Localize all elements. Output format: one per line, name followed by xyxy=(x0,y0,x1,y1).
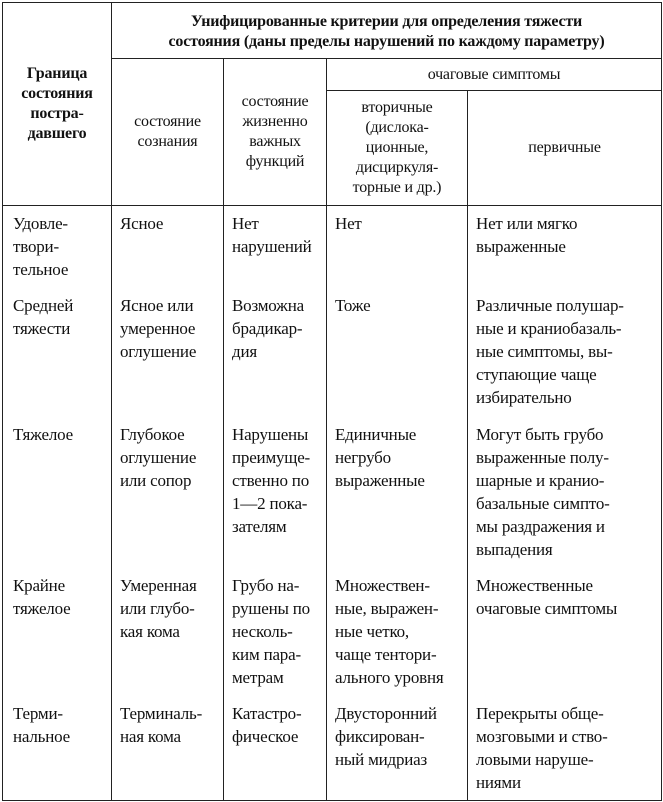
table-row xyxy=(3,568,662,696)
header-secondary: вторичные (дислока- ционные, дисциркуля- торные и др.) xyxy=(327,91,468,206)
severity-cell: Удовле- твори- тельное xyxy=(3,206,112,288)
vital-cell: Возможна брадикар- дия xyxy=(224,288,327,417)
secondary-cell: Множествен- ные, выражен- ные четко, чаще тентори- ального уровня xyxy=(327,568,468,696)
header-primary: первичные xyxy=(468,91,662,206)
table-row xyxy=(3,288,662,417)
vital-cell: Нет нарушений xyxy=(224,206,327,288)
severity-criteria-table xyxy=(2,2,662,801)
primary-cell: Перекрыты обще- мозговыми и ство- ловыми наруше- ниями xyxy=(468,696,662,801)
primary-cell: Нет или мягко выраженные xyxy=(468,206,662,288)
consciousness-cell: Терминаль- ная кома xyxy=(112,696,224,801)
consciousness-cell: Умеренная или глубо- кая кома xyxy=(112,568,224,696)
severity-cell: Терми- нальное xyxy=(3,696,112,801)
vital-cell: Грубо на- рушены по несколь- ким пара- метрам xyxy=(224,568,327,696)
vital-cell: Катастро- фическое xyxy=(224,696,327,801)
header-vital-functions: состояние жизненно важных функций xyxy=(224,59,327,206)
header-consciousness: состояние сознания xyxy=(112,59,224,206)
table-row xyxy=(3,206,662,288)
consciousness-cell: Ясное xyxy=(112,206,224,288)
header-focal-symptoms: очаговые симптомы xyxy=(327,59,662,91)
secondary-cell: Единичные негрубо выраженные xyxy=(327,417,468,568)
table-row xyxy=(3,417,662,568)
primary-cell: Различные полушар- ные и краниобазаль- ные симптомы, вы- ступающие чаще избирательно xyxy=(468,288,662,417)
secondary-cell: Тоже xyxy=(327,288,468,417)
severity-cell: Тяжелое xyxy=(3,417,112,568)
consciousness-cell: Ясное или умеренное оглушение xyxy=(112,288,224,417)
severity-cell: Крайне тяжелое xyxy=(3,568,112,696)
primary-cell: Могут быть грубо выраженные полу- шарные и кранио- базальные симпто- мы раздражения и выпадения xyxy=(468,417,662,568)
primary-cell: Множественные очаговые симптомы xyxy=(468,568,662,696)
table-row xyxy=(3,696,662,801)
severity-cell: Средней тяжести xyxy=(3,288,112,417)
header-criteria-title: Унифицированные критерии для определения тяжести состояния (даны пределы нарушений по каждому параметру) xyxy=(112,3,662,59)
secondary-cell: Двусторонний фиксирован- ный мидриаз xyxy=(327,696,468,801)
secondary-cell: Нет xyxy=(327,206,468,288)
vital-cell: Нарушены преимуще- ственно по 1—2 пока- зателям xyxy=(224,417,327,568)
consciousness-cell: Глубокое оглушение или сопор xyxy=(112,417,224,568)
header-state-boundary: Граница состояния постра- давшего xyxy=(3,3,112,206)
